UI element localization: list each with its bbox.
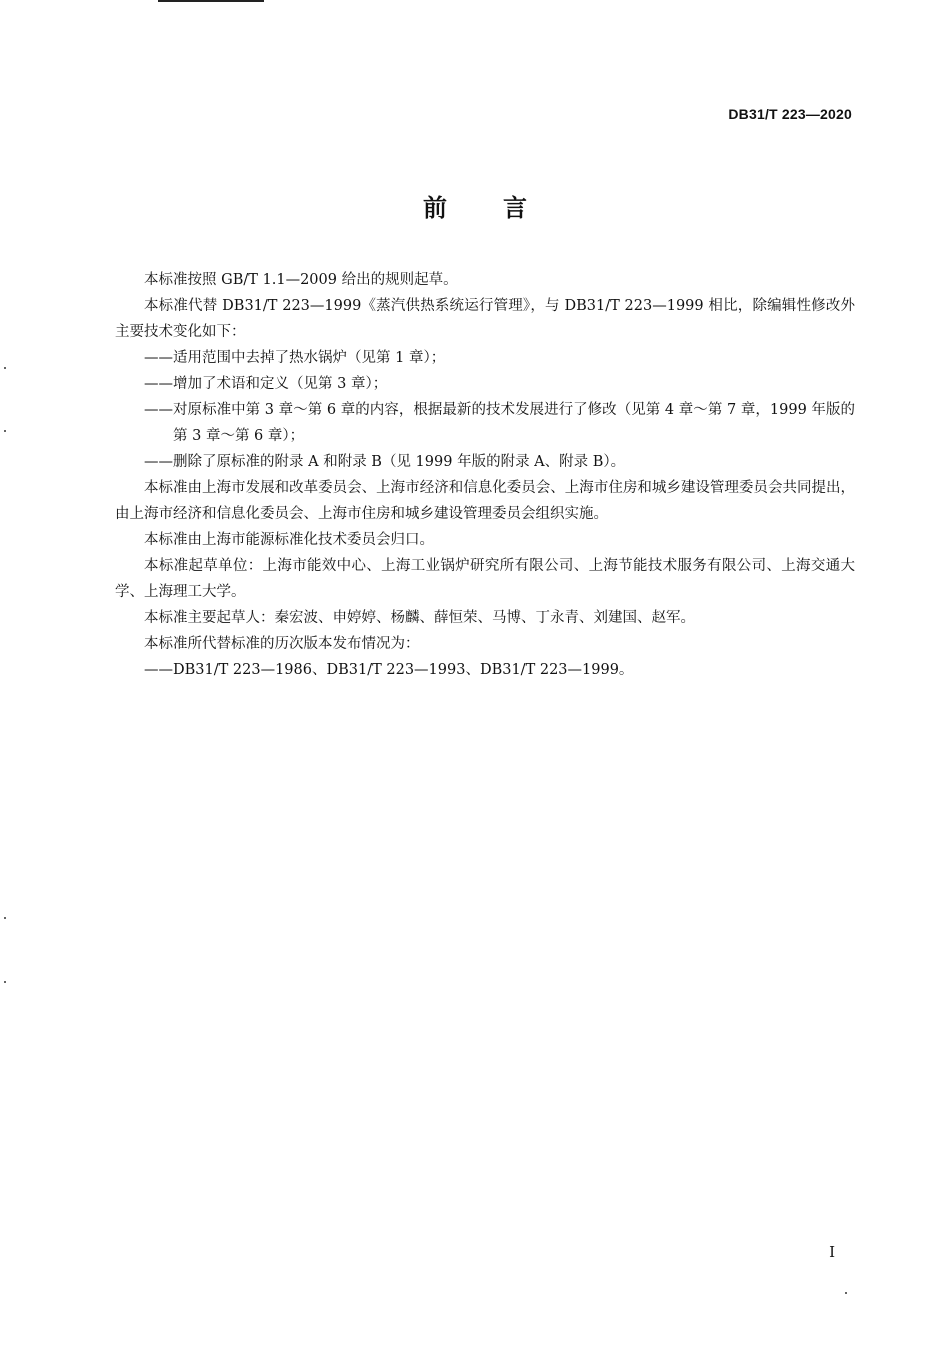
scan-speck [4, 367, 6, 369]
paragraph-drafting-units: 本标准起草单位：上海市能效中心、上海工业锅炉研究所有限公司、上海节能技术服务有限公司、上海交通大学、上海理工大学。 [115, 558, 855, 600]
scan-speck [4, 917, 6, 919]
list-item-history: ——DB31/T 223—1986、DB31/T 223—1993、DB31/T 223—1999。 [144, 662, 634, 678]
page-number: I [829, 1243, 835, 1261]
paragraph-drafting-rules: 本标准按照 GB/T 1.1—2009 给出的规则起草。 [144, 272, 458, 288]
scan-speck [4, 430, 6, 432]
scan-speck [4, 981, 6, 983]
list-item-change-4: ——删除了原标准的附录 A 和附录 B（见 1999 年版的附录 A、附录 B）。 [144, 454, 626, 470]
page-title: 前言 [423, 194, 583, 222]
foreword-body [115, 267, 855, 683]
paragraph-history: 本标准所代替标准的历次版本发布情况为： [144, 636, 420, 652]
paragraph-proposer: 本标准由上海市发展和改革委员会、上海市经济和信息化委员会、上海市住房和城乡建设管理委员会共同提出，由上海市经济和信息化委员会、上海市住房和城乡建设管理委员会组织实施。 [115, 480, 855, 522]
top-rule [158, 0, 264, 2]
list-item-change-1: ——适用范围中去掉了热水锅炉（见第 1 章）； [144, 350, 446, 366]
standard-code: DB31/T 223—2020 [728, 106, 852, 122]
paragraph-drafters: 本标准主要起草人：秦宏波、申婷婷、杨麟、薛恒荣、马博、丁永青、刘建国、赵军。 [144, 610, 695, 626]
paragraph-replacement: 本标准代替 DB31/T 223—1999《蒸汽供热系统运行管理》，与 DB31/T 223—1999 相比，除编辑性修改外主要技术变化如下： [115, 298, 855, 340]
list-item-change-2: ——增加了术语和定义（见第 3 章）； [144, 376, 388, 392]
list-item-change-3: ——对原标准中第 3 章～第 6 章的内容，根据最新的技术发展进行了修改（见第 4 章～第 7 章，1999 年版的第 3 章～第 6 章）； [144, 402, 855, 444]
paragraph-committee: 本标准由上海市能源标准化技术委员会归口。 [144, 532, 434, 548]
scan-speck [845, 1292, 847, 1294]
